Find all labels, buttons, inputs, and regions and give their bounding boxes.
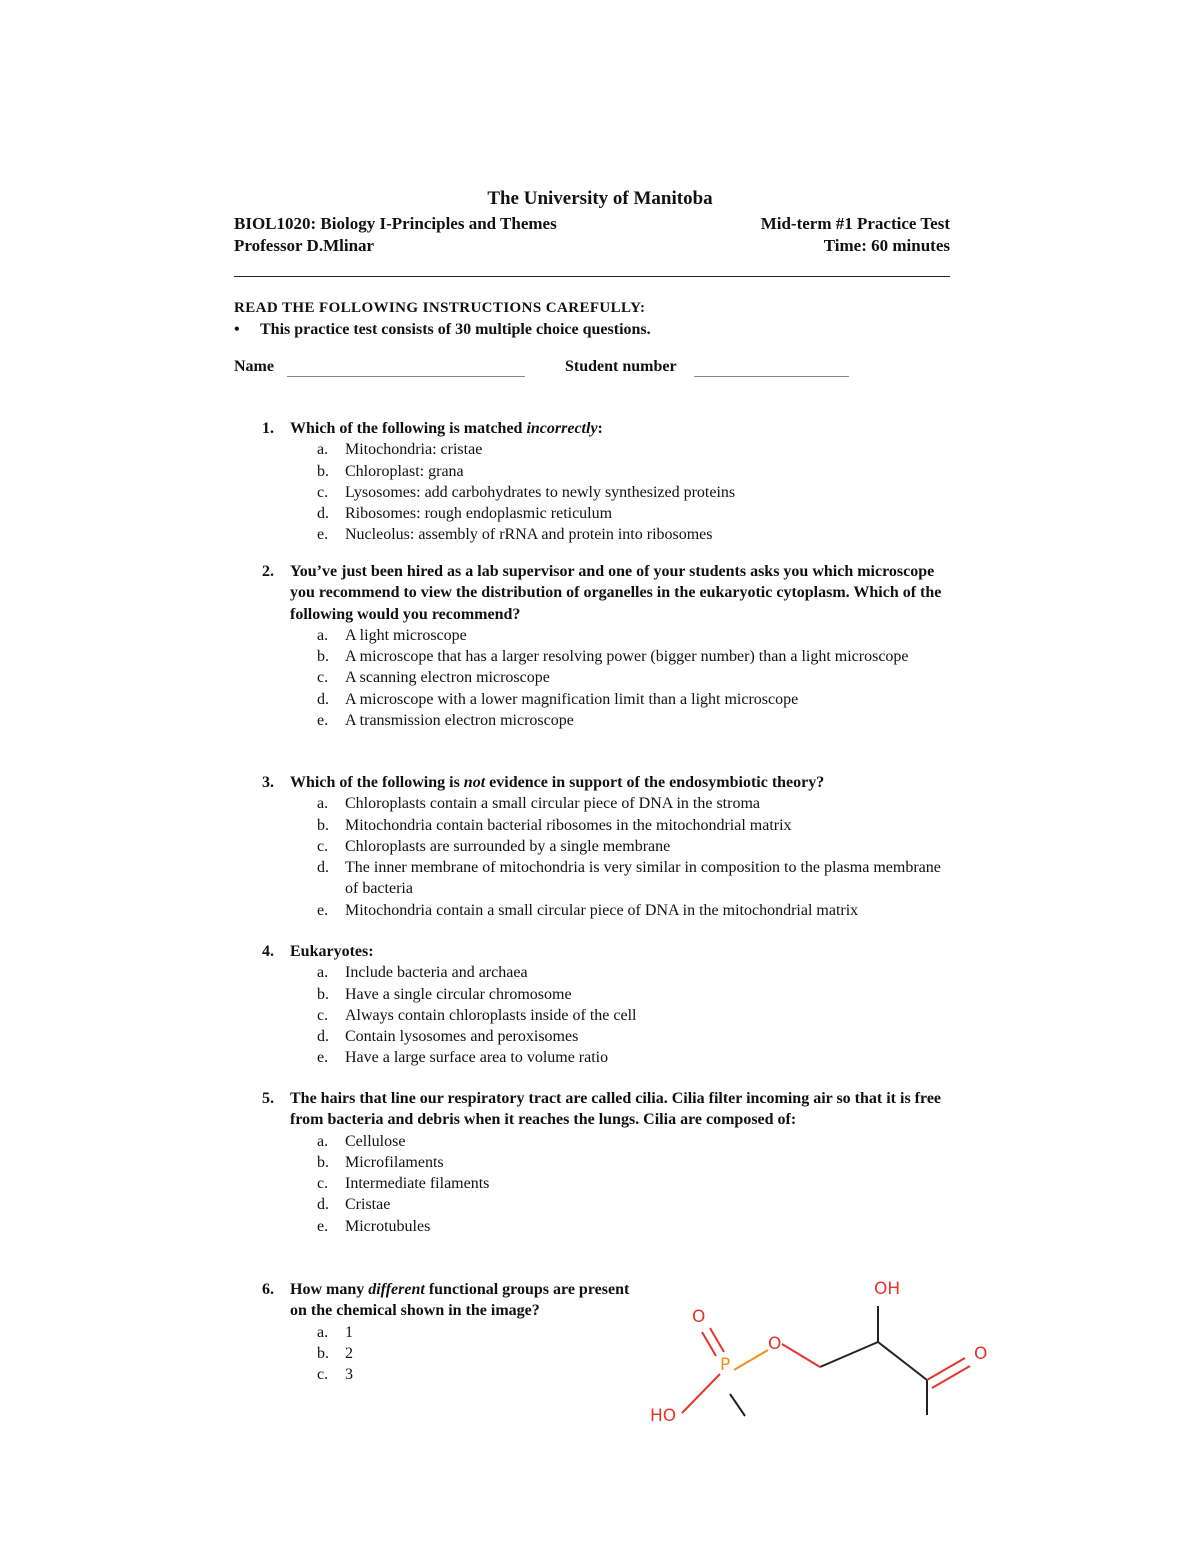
header-left bbox=[234, 213, 557, 257]
atom-o-ester: O bbox=[768, 1334, 782, 1354]
option-text: Mitochondria: cristae bbox=[345, 441, 483, 459]
option-item bbox=[262, 439, 822, 460]
name-field[interactable] bbox=[287, 376, 525, 377]
student-number-label: Student number bbox=[565, 358, 677, 375]
option-text: 2 bbox=[345, 1344, 353, 1362]
bond-c-o-double-b bbox=[932, 1366, 970, 1388]
bullet-icon: • bbox=[234, 321, 240, 338]
question-stem bbox=[262, 941, 822, 962]
option-letter: a. bbox=[317, 964, 329, 982]
question-text-end: functional groups are present on the chemical shown in the image? bbox=[290, 1281, 630, 1320]
option-item bbox=[262, 503, 822, 524]
option-item bbox=[262, 962, 822, 983]
option-text: A light microscope bbox=[345, 626, 467, 644]
option-text: Chloroplasts contain a small circular piece of DNA in the stroma bbox=[345, 795, 760, 813]
option-item bbox=[262, 667, 952, 688]
option-letter: d. bbox=[317, 1196, 329, 1214]
question-emphasis: different bbox=[368, 1281, 425, 1298]
option-item bbox=[262, 1131, 952, 1152]
university-title: The University of Manitoba bbox=[487, 188, 713, 209]
option-text: The inner membrane of mitochondria is very similar in composition to the plasma membrane of bacteria bbox=[345, 859, 941, 898]
option-item bbox=[262, 1173, 952, 1194]
question-3 bbox=[262, 772, 952, 921]
option-text: Lysosomes: add carbohydrates to newly synthesized proteins bbox=[345, 483, 736, 501]
option-text: 1 bbox=[345, 1323, 353, 1341]
option-letter: d. bbox=[317, 690, 329, 708]
course-title: BIOL1020: Biology I-Principles and Themes bbox=[234, 214, 557, 233]
option-text: Chloroplasts are surrounded by a single membrane bbox=[345, 837, 671, 855]
option-letter: b. bbox=[317, 816, 329, 834]
option-text: A transmission electron microscope bbox=[345, 712, 574, 730]
option-letter: e. bbox=[317, 526, 329, 544]
option-item bbox=[262, 836, 952, 857]
options-list bbox=[262, 625, 952, 731]
question-stem bbox=[262, 561, 952, 625]
option-letter: b. bbox=[317, 985, 329, 1003]
option-letter: d. bbox=[317, 1028, 329, 1046]
option-item bbox=[262, 1194, 952, 1215]
bond-c-o-double-a bbox=[927, 1358, 965, 1380]
option-item bbox=[262, 461, 822, 482]
option-text: Have a single circular chromosome bbox=[345, 985, 572, 1003]
bond-oester-ch2 bbox=[782, 1344, 820, 1367]
question-number: 1. bbox=[262, 420, 274, 437]
name-label: Name bbox=[234, 358, 274, 375]
option-item bbox=[262, 689, 952, 710]
instructions-heading: READ THE FOLLOWING INSTRUCTIONS CAREFULLY: bbox=[234, 300, 646, 316]
bonds bbox=[730, 1306, 927, 1416]
atom-oh-top: OH bbox=[874, 1279, 901, 1299]
option-item bbox=[262, 1026, 822, 1047]
instructions-item bbox=[234, 321, 651, 339]
option-text: A microscope with a lower magnification limit than a light microscope bbox=[345, 690, 799, 708]
question-2 bbox=[262, 561, 952, 731]
option-text: Cristae bbox=[345, 1196, 391, 1214]
bond-ho-p bbox=[682, 1374, 720, 1413]
question-text: How many bbox=[290, 1281, 369, 1298]
atom-o-phosphoryl: O bbox=[692, 1307, 706, 1327]
option-text: Chloroplast: grana bbox=[345, 462, 464, 480]
option-text: Intermediate filaments bbox=[345, 1175, 490, 1193]
option-letter: c. bbox=[317, 669, 329, 687]
option-letter: d. bbox=[317, 505, 329, 523]
option-letter: a. bbox=[317, 626, 329, 644]
option-letter: b. bbox=[317, 1153, 329, 1171]
option-text: A microscope that has a larger resolving power (bigger number) than a light microscope bbox=[345, 648, 909, 666]
options-list bbox=[262, 793, 952, 921]
question-stem bbox=[262, 1088, 952, 1131]
option-text: A scanning electron microscope bbox=[345, 669, 550, 687]
option-letter: e. bbox=[317, 901, 329, 919]
option-item bbox=[262, 793, 952, 814]
question-6 bbox=[262, 1279, 642, 1385]
option-letter: c. bbox=[317, 1006, 329, 1024]
option-letter: c. bbox=[317, 483, 329, 501]
question-text: The hairs that line our respiratory tract are called cilia. Cilia filter incoming air so that it is free from bacteria and debris when it reaches the lungs. Cilia are composed of: bbox=[290, 1090, 942, 1129]
question-number: 2. bbox=[262, 563, 274, 580]
option-item bbox=[262, 1005, 822, 1026]
options-list bbox=[262, 439, 822, 545]
chemical-structure-diagram bbox=[640, 1272, 1000, 1422]
bond-ch-c bbox=[878, 1342, 927, 1380]
option-item bbox=[262, 482, 822, 503]
option-text: Contain lysosomes and peroxisomes bbox=[345, 1028, 579, 1046]
option-item bbox=[262, 524, 822, 545]
options-list bbox=[262, 962, 822, 1068]
atom-ho: HO bbox=[650, 1406, 677, 1422]
option-letter: c. bbox=[317, 837, 329, 855]
option-text: Microtubules bbox=[345, 1217, 431, 1235]
option-item bbox=[262, 815, 952, 836]
option-text: 3 bbox=[345, 1366, 353, 1384]
option-item bbox=[262, 710, 952, 731]
test-time: Time: 60 minutes bbox=[823, 236, 950, 255]
option-letter: a. bbox=[317, 1323, 329, 1341]
option-item bbox=[262, 1322, 642, 1343]
option-letter: e. bbox=[317, 1217, 329, 1235]
question-stem bbox=[262, 772, 952, 793]
option-letter: b. bbox=[317, 648, 329, 666]
option-letter: a. bbox=[317, 441, 329, 459]
question-text: You’ve just been hired as a lab supervisor and one of your students asks you which microscope you recommend to view the distribution of organelles in the eukaryotic cytoplasm. Which of the following would you recommend? bbox=[290, 563, 942, 623]
option-item bbox=[262, 646, 952, 667]
question-text: Which of the following is bbox=[290, 774, 464, 791]
question-number: 6. bbox=[262, 1281, 274, 1298]
question-stem bbox=[262, 1279, 642, 1322]
question-text: Which of the following is matched bbox=[290, 420, 527, 437]
bond-p-down bbox=[730, 1394, 745, 1416]
question-4 bbox=[262, 941, 822, 1069]
option-text: Have a large surface area to volume ratio bbox=[345, 1049, 609, 1067]
option-item bbox=[262, 857, 952, 900]
option-letter: a. bbox=[317, 795, 329, 813]
options-list bbox=[262, 1131, 952, 1237]
question-number: 5. bbox=[262, 1090, 274, 1107]
option-text: Always contain chloroplasts inside of the cell bbox=[345, 1006, 637, 1024]
question-1 bbox=[262, 418, 822, 546]
professor-name: Professor D.Mlinar bbox=[234, 236, 375, 255]
question-text-end: evidence in support of the endosymbiotic theory? bbox=[485, 774, 825, 791]
option-item bbox=[262, 1216, 952, 1237]
options-list bbox=[262, 1322, 642, 1386]
question-number: 3. bbox=[262, 774, 274, 791]
option-letter: c. bbox=[317, 1175, 329, 1193]
option-item bbox=[262, 900, 952, 921]
option-item bbox=[262, 1047, 822, 1068]
option-text: Ribosomes: rough endoplasmic reticulum bbox=[345, 505, 613, 523]
question-text-end: : bbox=[597, 420, 603, 437]
option-item bbox=[262, 625, 952, 646]
option-letter: e. bbox=[317, 1049, 329, 1067]
option-text: Cellulose bbox=[345, 1132, 406, 1150]
option-letter: a. bbox=[317, 1132, 329, 1150]
question-emphasis: not bbox=[463, 774, 486, 791]
option-letter: c. bbox=[317, 1366, 329, 1384]
option-text: Include bacteria and archaea bbox=[345, 964, 528, 982]
option-letter: d. bbox=[317, 859, 329, 877]
bond-ch2-ch bbox=[820, 1342, 878, 1367]
question-text: Eukaryotes: bbox=[290, 943, 374, 960]
test-name: Mid-term #1 Practice Test bbox=[760, 214, 950, 233]
option-letter: b. bbox=[317, 1344, 329, 1362]
header-right bbox=[761, 213, 950, 257]
option-item bbox=[262, 1364, 642, 1385]
option-item bbox=[262, 1152, 952, 1173]
atom-o-carbonyl: O bbox=[974, 1344, 988, 1364]
question-emphasis: incorrectly bbox=[526, 420, 598, 437]
question-5 bbox=[262, 1088, 952, 1237]
option-item bbox=[262, 984, 822, 1005]
bond-p-oester bbox=[734, 1350, 768, 1370]
instructions-text: This practice test consists of 30 multiple choice questions. bbox=[260, 321, 651, 338]
option-text: Microfilaments bbox=[345, 1153, 444, 1171]
student-number-field[interactable] bbox=[694, 376, 849, 377]
atom-p: P bbox=[720, 1355, 731, 1375]
question-number: 4. bbox=[262, 943, 274, 960]
option-text: Mitochondria contain bacterial ribosomes in the mitochondrial matrix bbox=[345, 816, 792, 834]
option-letter: b. bbox=[317, 462, 329, 480]
option-text: Mitochondria contain a small circular piece of DNA in the mitochondrial matrix bbox=[345, 901, 859, 919]
option-letter: e. bbox=[317, 712, 329, 730]
option-item bbox=[262, 1343, 642, 1364]
header-divider bbox=[234, 276, 950, 277]
option-text: Nucleolus: assembly of rRNA and protein into ribosomes bbox=[345, 526, 713, 544]
question-stem bbox=[262, 418, 822, 439]
